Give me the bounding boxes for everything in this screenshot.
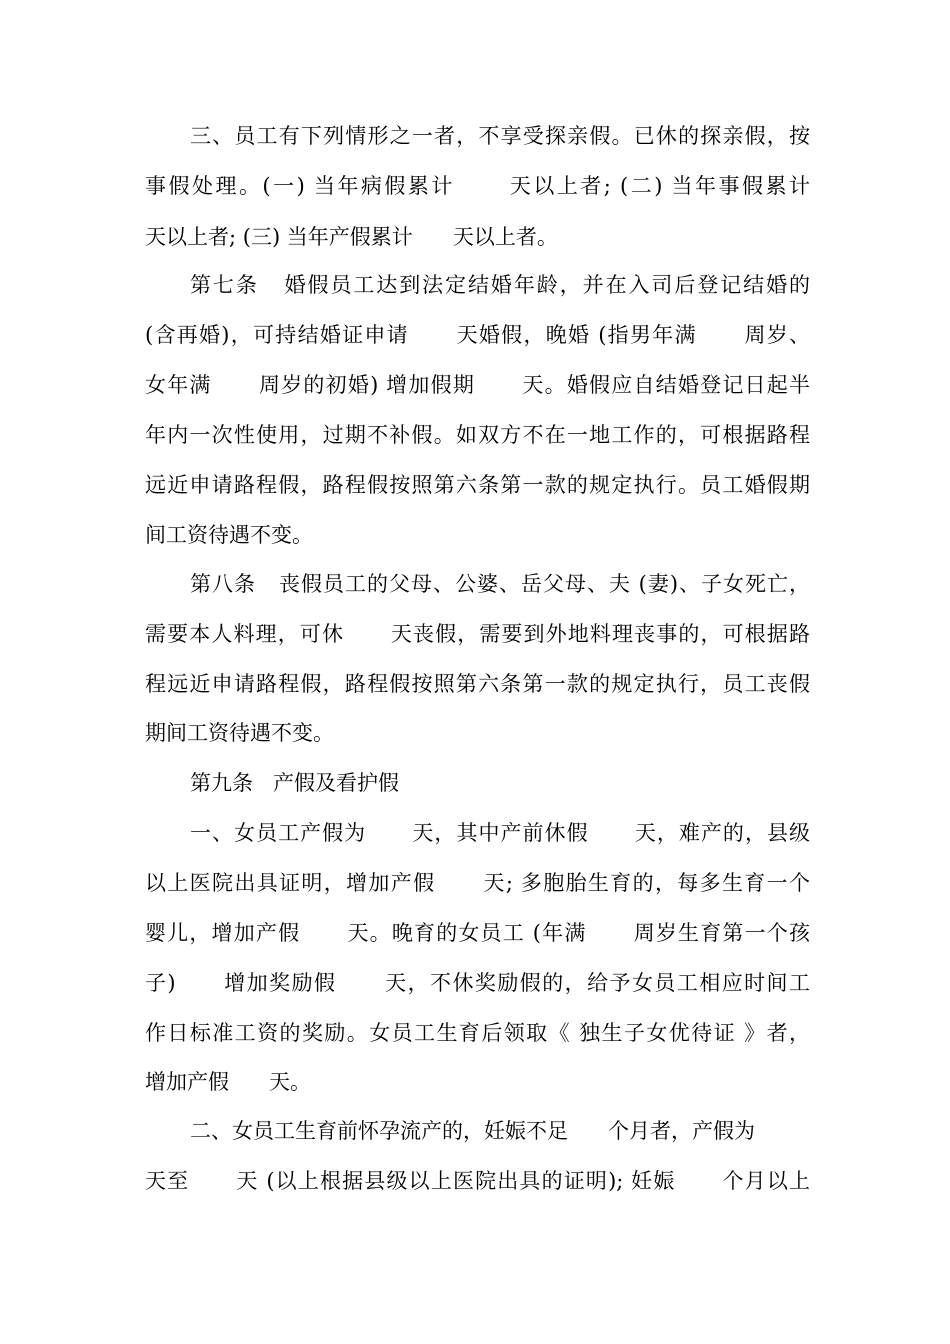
paragraph-line: (含再婚)，可持结婚证申请 天婚假，晚婚 (指男年满 周岁、: [145, 323, 810, 347]
paragraph-line: 一、女员工产假为 天，其中产前休假 天，难产的，县级: [190, 821, 810, 845]
paragraph-line: 二、女员工生育前怀孕流产的，妊娠不足 个月者，产假为: [190, 1119, 756, 1143]
paragraph-line: 女年满 周岁的初婚) 增加假期 天。婚假应自结婚登记日起半: [145, 373, 810, 397]
paragraph-line: 第八条 丧假员工的父母、公婆、岳父母、夫 (妻)、子女死亡，: [190, 572, 810, 596]
paragraph-line: 婴儿，增加产假 天。晚育的女员工 (年满 周岁生育第一个孩: [145, 921, 810, 945]
paragraph-line: 年内一次性使用，过期不补假。如双方不在一地工作的，可根据路程: [145, 423, 810, 447]
paragraph-line: 作日标准工资的奖励。女员工生育后领取《 独生子女优待证 》者，: [145, 1021, 810, 1045]
paragraph-line: 子) 增加奖励假 天，不休奖励假的，给予女员工相应时间工: [145, 971, 810, 995]
paragraph-line: 第七条 婚假员工达到法定结婚年龄，并在入司后登记结婚的: [190, 273, 810, 297]
paragraph-line: 三、员工有下列情形之一者，不享受探亲假。已休的探亲假，按: [190, 124, 810, 148]
paragraph-line: 天至 天 (以上根据县级以上医院出具的证明); 妊娠 个月以上: [145, 1169, 810, 1193]
paragraph-line: 天以上者; (三) 当年产假累计 天以上者。: [145, 225, 558, 249]
paragraph-line: 程远近申请路程假，路程假按照第六条第一款的规定执行，员工丧假: [145, 672, 810, 696]
paragraph-line: 事假处理。(一) 当年病假累计 天以上者; (二) 当年事假累计: [145, 174, 810, 198]
paragraph-line: 远近申请路程假，路程假按照第六条第一款的规定执行。员工婚假期: [145, 473, 810, 497]
section-heading: 第九条 产假及看护假: [190, 771, 400, 795]
paragraph-line: 间工资待遇不变。: [145, 523, 313, 547]
paragraph-line: 增加产假 天。: [145, 1070, 312, 1094]
paragraph-line: 需要本人料理，可休 天丧假，需要到外地料理丧事的，可根据路: [145, 622, 810, 646]
paragraph-line: 期间工资待遇不变。: [145, 721, 334, 745]
paragraph-line: 以上医院出具证明，增加产假 天; 多胞胎生育的，每多生育一个: [145, 871, 810, 895]
